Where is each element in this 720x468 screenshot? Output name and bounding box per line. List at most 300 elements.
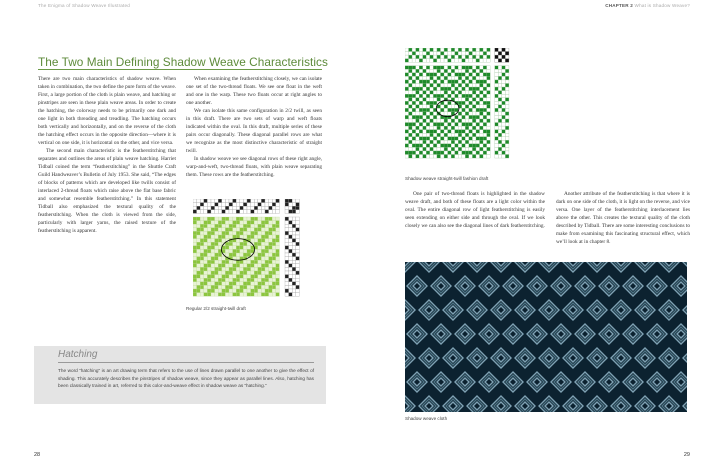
drawdown-cell xyxy=(243,289,247,293)
threading-cell xyxy=(247,206,251,210)
drawdown-cell xyxy=(409,126,413,130)
drawdown-cell xyxy=(426,133,430,137)
drawdown-cell xyxy=(247,278,251,282)
treadling-cell xyxy=(498,137,502,141)
treadling-cell xyxy=(502,112,506,116)
drawdown-cell xyxy=(261,249,265,253)
drawdown-cell xyxy=(409,133,413,137)
drawdown-cell xyxy=(218,235,222,239)
drawdown-cell xyxy=(254,257,258,261)
drawdown-cell xyxy=(265,253,269,257)
drawdown-cell xyxy=(426,94,430,98)
drawdown-cell xyxy=(451,80,455,84)
drawdown-cell xyxy=(441,126,445,130)
drawdown-cell xyxy=(200,217,204,221)
drawdown-cell xyxy=(480,144,484,148)
drawdown-cell xyxy=(243,228,247,232)
drawdown-cell xyxy=(483,133,487,137)
drawdown-cell xyxy=(258,239,262,243)
drawdown-cell xyxy=(483,151,487,155)
drawdown-cell xyxy=(476,94,480,98)
drawdown-cell xyxy=(444,144,448,148)
drawdown-cell xyxy=(243,235,247,239)
drawdown-cell xyxy=(462,147,466,151)
drawdown-cell xyxy=(430,73,434,77)
threading-cell xyxy=(437,52,441,56)
drawdown-cell xyxy=(465,69,469,73)
drawdown-cell xyxy=(200,221,204,225)
drawdown-cell xyxy=(269,260,273,264)
drawdown-cell xyxy=(251,217,255,221)
drawdown-cell xyxy=(204,235,208,239)
drawdown-cell xyxy=(204,264,208,268)
drawdown-cell xyxy=(426,151,430,155)
drawdown-cell xyxy=(455,155,459,159)
drawdown-cell xyxy=(265,264,269,268)
drawdown-cell xyxy=(269,285,273,289)
drawdown-cell xyxy=(451,94,455,98)
drawdown-cell xyxy=(430,80,434,84)
threading-cell xyxy=(247,199,251,203)
tieup-cell xyxy=(495,55,499,59)
drawdown-cell xyxy=(426,87,430,91)
drawdown-cell xyxy=(448,105,452,109)
treadling-cell xyxy=(495,140,499,144)
drawdown-cell xyxy=(233,249,237,253)
drawdown-cell xyxy=(487,101,491,105)
drawdown-cell xyxy=(211,249,215,253)
drawdown-cell xyxy=(258,224,262,228)
drawdown-cell xyxy=(215,217,219,221)
tieup-cell xyxy=(296,203,300,207)
drawdown-cell xyxy=(441,123,445,127)
drawdown-cell xyxy=(222,275,226,279)
drawdown-cell xyxy=(254,221,258,225)
drawdown-cell xyxy=(451,105,455,109)
drawdown-cell xyxy=(233,253,237,257)
drawdown-cell xyxy=(444,105,448,109)
drawdown-cell xyxy=(269,235,273,239)
drawdown-cell xyxy=(412,76,416,80)
drawdown-cell xyxy=(193,282,197,286)
drawdown-cell xyxy=(430,119,434,123)
drawdown-cell xyxy=(240,275,244,279)
drawdown-cell xyxy=(441,137,445,141)
treadling-cell xyxy=(498,76,502,80)
drawdown-cell xyxy=(487,130,491,134)
drawdown-cell xyxy=(409,105,413,109)
threading-cell xyxy=(222,206,226,210)
drawdown-cell xyxy=(405,130,409,134)
drawdown-cell xyxy=(455,126,459,130)
drawdown-cell xyxy=(211,289,215,293)
drawdown-cell xyxy=(265,278,269,282)
drawdown-cell xyxy=(258,242,262,246)
threading-cell xyxy=(448,48,452,52)
drawdown-cell xyxy=(233,242,237,246)
drawdown-cell xyxy=(423,91,427,95)
drawdown-cell xyxy=(476,126,480,130)
drawdown-cell xyxy=(458,73,462,77)
drawdown-cell xyxy=(204,246,208,250)
tieup-cell xyxy=(502,48,506,52)
threading-cell xyxy=(465,52,469,56)
drawdown-cell xyxy=(272,257,276,261)
treadling-cell xyxy=(498,87,502,91)
drawdown-cell xyxy=(225,224,229,228)
drawdown-cell xyxy=(423,155,427,159)
drawdown-cell xyxy=(204,231,208,235)
threading-cell xyxy=(272,199,276,203)
drawdown-cell xyxy=(430,147,434,151)
threading-cell xyxy=(405,55,409,59)
drawdown-cell xyxy=(448,69,452,73)
drawdown-cell xyxy=(448,108,452,112)
drawdown-cell xyxy=(476,137,480,141)
drawdown-cell xyxy=(448,73,452,77)
threading-cell xyxy=(423,55,427,59)
drawdown-cell xyxy=(419,133,423,137)
drawdown-cell xyxy=(416,155,420,159)
drawdown-cell xyxy=(412,130,416,134)
threading-cell xyxy=(218,203,222,207)
drawdown-cell xyxy=(269,271,273,275)
drawdown-cell xyxy=(419,112,423,116)
drawdown-cell xyxy=(483,147,487,151)
drawdown-cell xyxy=(261,260,265,264)
treadling-cell xyxy=(292,282,296,286)
drawdown-cell xyxy=(409,84,413,88)
drawdown-cell xyxy=(483,69,487,73)
treadling-cell xyxy=(498,133,502,137)
drawdown-cell xyxy=(211,285,215,289)
drawdown-cell xyxy=(276,231,280,235)
threading-cell xyxy=(405,48,409,52)
drawdown-cell xyxy=(448,123,452,127)
drawdown-cell xyxy=(204,217,208,221)
tieup-cell xyxy=(505,52,509,56)
drawdown-cell xyxy=(272,293,276,297)
threading-cell xyxy=(204,206,208,210)
threading-cell xyxy=(261,210,265,214)
drawdown-cell xyxy=(233,293,237,297)
drawdown-cell xyxy=(483,105,487,109)
threading-cell xyxy=(276,203,280,207)
tieup-cell xyxy=(505,48,509,52)
drawdown-cell xyxy=(444,151,448,155)
drawdown-cell xyxy=(426,101,430,105)
drawdown-cell xyxy=(433,94,437,98)
drawdown-cell xyxy=(197,221,201,225)
treadling-cell xyxy=(505,76,509,80)
tieup-cell xyxy=(498,52,502,56)
drawdown-cell xyxy=(476,101,480,105)
drawdown-cell xyxy=(458,94,462,98)
drawdown-cell xyxy=(269,282,273,286)
drawdown-cell xyxy=(215,285,219,289)
sidebar-rule xyxy=(58,362,314,363)
drawdown-cell xyxy=(487,80,491,84)
drawdown-cell xyxy=(229,221,233,225)
drawdown-cell xyxy=(426,119,430,123)
drawdown-cell xyxy=(247,224,251,228)
threading-cell xyxy=(261,203,265,207)
drawdown-cell xyxy=(419,76,423,80)
cloth-pattern xyxy=(405,262,687,412)
drawdown-cell xyxy=(458,155,462,159)
drawdown-cell xyxy=(240,285,244,289)
treadling-cell xyxy=(285,275,289,279)
tieup-cell xyxy=(296,199,300,203)
threading-cell xyxy=(215,210,219,214)
drawdown-cell xyxy=(251,267,255,271)
treadling-cell xyxy=(505,137,509,141)
shadow-weave-cloth-photo xyxy=(405,262,687,412)
sidebar-title: Hatching xyxy=(58,349,98,360)
treadling-cell xyxy=(505,66,509,70)
paragraph: We can isolate this same configuration in 2/2 twill, as seen in this draft. There are two sets of warp and weft floats indicated within the oval. In this draft, multiple series of these pairs occur diagonally. These diagonal parallel rows are what we recognize as the most distinctive characteristic of straight twill. xyxy=(186,108,322,154)
drawdown-cell xyxy=(441,140,445,144)
drawdown-cell xyxy=(405,87,409,91)
drawdown-cell xyxy=(412,115,416,119)
treadling-cell xyxy=(285,267,289,271)
treadling-cell xyxy=(292,267,296,271)
treadling-cell xyxy=(495,98,499,102)
drawdown-cell xyxy=(465,98,469,102)
drawdown-cell xyxy=(444,155,448,159)
drawdown-cell xyxy=(243,260,247,264)
drawdown-cell xyxy=(193,249,197,253)
threading-cell xyxy=(243,210,247,214)
drawdown-cell xyxy=(261,285,265,289)
threading-cell xyxy=(276,199,280,203)
drawdown-cell xyxy=(405,140,409,144)
threading-cell xyxy=(480,59,484,63)
treadling-cell xyxy=(495,133,499,137)
drawdown-cell xyxy=(265,231,269,235)
drawdown-cell xyxy=(207,285,211,289)
drawdown-cell xyxy=(448,80,452,84)
drawdown-cell xyxy=(416,140,420,144)
drawdown-cell xyxy=(215,260,219,264)
drawdown-cell xyxy=(458,137,462,141)
threading-cell xyxy=(419,48,423,52)
drawdown-cell xyxy=(240,224,244,228)
paragraph: The second main characteristic is the featherstitching that separates and outlines the areas of plain weave hatching. Harriet Tidball coined the term “featherstitching” in the Shuttle Craft Guild Handweaver’s Bulletin of July 1953. She said, “The edges of blocks of patterns which are developed like twills consist of interlaced 2-thread floats which raise above the flat base fabric and somewhat resemble featherstitching.” In this statement Tidball also emphasized the textural quality of the featherstitching. When the cloth is viewed from the side, particularly with larger yarns, the raised texture of the featherstitching is apparent. xyxy=(38,148,176,234)
drawdown-cell xyxy=(236,282,240,286)
tieup-cell xyxy=(289,199,293,203)
threading-cell xyxy=(207,210,211,214)
drawdown-cell xyxy=(200,264,204,268)
drawdown-cell xyxy=(426,147,430,151)
threading-cell xyxy=(455,55,459,59)
drawdown-cell xyxy=(251,231,255,235)
drawdown-cell xyxy=(423,94,427,98)
drawdown-cell xyxy=(472,80,476,84)
drawdown-cell xyxy=(254,267,258,271)
drawdown-cell xyxy=(405,112,409,116)
drawdown-cell xyxy=(261,217,265,221)
threading-cell xyxy=(469,59,473,63)
drawdown-cell xyxy=(251,289,255,293)
drawdown-cell xyxy=(469,155,473,159)
drawdown-cell xyxy=(441,133,445,137)
treadling-cell xyxy=(292,239,296,243)
figure-caption: Shadow weave cloth xyxy=(405,416,448,421)
drawdown-cell xyxy=(207,271,211,275)
drawdown-cell xyxy=(444,80,448,84)
treadling-cell xyxy=(498,101,502,105)
drawdown-cell xyxy=(480,108,484,112)
drawdown-cell xyxy=(229,253,233,257)
drawdown-cell xyxy=(465,115,469,119)
drawdown-cell xyxy=(236,278,240,282)
drawdown-cell xyxy=(218,217,222,221)
treadling-cell xyxy=(505,126,509,130)
drawdown-cell xyxy=(444,108,448,112)
drawdown-cell xyxy=(476,112,480,116)
drawdown-cell xyxy=(215,242,219,246)
drawdown-cell xyxy=(412,84,416,88)
drawdown-cell xyxy=(193,275,197,279)
drawdown-cell xyxy=(437,126,441,130)
treadling-cell xyxy=(505,101,509,105)
threading-cell xyxy=(211,210,215,214)
treadling-cell xyxy=(296,231,300,235)
drawdown-cell xyxy=(451,108,455,112)
drawdown-cell xyxy=(426,115,430,119)
drawdown-cell xyxy=(469,101,473,105)
drawdown-cell xyxy=(483,115,487,119)
drawdown-cell xyxy=(269,239,273,243)
treadling-cell xyxy=(296,260,300,264)
drawdown-cell xyxy=(254,253,258,257)
drawdown-cell xyxy=(204,278,208,282)
drawdown-cell xyxy=(409,98,413,102)
drawdown-cell xyxy=(469,91,473,95)
drawdown-cell xyxy=(229,282,233,286)
drawdown-cell xyxy=(405,137,409,141)
drawdown-cell xyxy=(426,140,430,144)
drawdown-cell xyxy=(258,260,262,264)
drawdown-cell xyxy=(458,98,462,102)
drawdown-cell xyxy=(462,66,466,70)
drawdown-cell xyxy=(430,66,434,70)
drawdown-cell xyxy=(261,228,265,232)
drawdown-cell xyxy=(405,73,409,77)
drawdown-cell xyxy=(469,119,473,123)
drawdown-cell xyxy=(433,98,437,102)
drawdown-cell xyxy=(409,73,413,77)
drawdown-cell xyxy=(476,66,480,70)
treadling-cell xyxy=(502,130,506,134)
drawdown-cell xyxy=(412,91,416,95)
drawdown-cell xyxy=(218,264,222,268)
treadling-cell xyxy=(296,278,300,282)
drawdown-cell xyxy=(433,155,437,159)
drawdown-cell xyxy=(251,271,255,275)
drawdown-cell xyxy=(469,112,473,116)
drawdown-cell xyxy=(200,267,204,271)
drawdown-cell xyxy=(423,66,427,70)
treadling-cell xyxy=(505,144,509,148)
drawdown-cell xyxy=(261,275,265,279)
tieup-cell xyxy=(498,48,502,52)
drawdown-cell xyxy=(240,228,244,232)
drawdown-cell xyxy=(225,267,229,271)
drawdown-cell xyxy=(419,98,423,102)
threading-cell xyxy=(243,203,247,207)
tieup-cell xyxy=(296,210,300,214)
drawdown-cell xyxy=(254,217,258,221)
drawdown-cell xyxy=(412,137,416,141)
drawdown-cell xyxy=(483,112,487,116)
drawdown-cell xyxy=(193,285,197,289)
threading-cell xyxy=(441,52,445,56)
threading-cell xyxy=(430,59,434,63)
drawdown-cell xyxy=(476,87,480,91)
threading-cell xyxy=(240,210,244,214)
drawdown-cell xyxy=(225,293,229,297)
drawdown-cell xyxy=(258,217,262,221)
treadling-cell xyxy=(502,105,506,109)
drawdown-cell xyxy=(462,144,466,148)
drawdown-cell xyxy=(197,217,201,221)
drawdown-cell xyxy=(487,115,491,119)
drawdown-cell xyxy=(430,108,434,112)
drawdown-cell xyxy=(229,231,233,235)
drawdown-cell xyxy=(211,221,215,225)
drawdown-cell xyxy=(218,271,222,275)
drawdown-cell xyxy=(254,271,258,275)
drawdown-cell xyxy=(480,73,484,77)
threading-cell xyxy=(258,199,262,203)
drawdown-cell xyxy=(240,231,244,235)
drawdown-cell xyxy=(469,73,473,77)
drawdown-cell xyxy=(462,140,466,144)
drawdown-cell xyxy=(416,108,420,112)
drawdown-cell xyxy=(243,224,247,228)
treadling-cell xyxy=(495,73,499,77)
drawdown-cell xyxy=(423,137,427,141)
drawdown-cell xyxy=(469,151,473,155)
drawdown-cell xyxy=(419,147,423,151)
treadling-cell xyxy=(296,282,300,286)
drawdown-cell xyxy=(430,76,434,80)
drawdown-cell xyxy=(261,271,265,275)
threading-cell xyxy=(433,48,437,52)
drawdown-cell xyxy=(487,144,491,148)
drawdown-cell xyxy=(405,66,409,70)
threading-cell xyxy=(240,203,244,207)
drawdown-cell xyxy=(433,123,437,127)
treadling-cell xyxy=(495,137,499,141)
drawdown-cell xyxy=(416,66,420,70)
drawdown-cell xyxy=(218,285,222,289)
threading-cell xyxy=(265,206,269,210)
drawdown-cell xyxy=(465,155,469,159)
drawdown-cell xyxy=(197,264,201,268)
threading-cell xyxy=(211,206,215,210)
threading-cell xyxy=(448,55,452,59)
drawdown-cell xyxy=(207,278,211,282)
drawdown-cell xyxy=(458,84,462,88)
drawdown-cell xyxy=(451,91,455,95)
treadling-cell xyxy=(495,115,499,119)
treadling-cell xyxy=(505,115,509,119)
treadling-cell xyxy=(495,126,499,130)
threading-cell xyxy=(229,206,233,210)
